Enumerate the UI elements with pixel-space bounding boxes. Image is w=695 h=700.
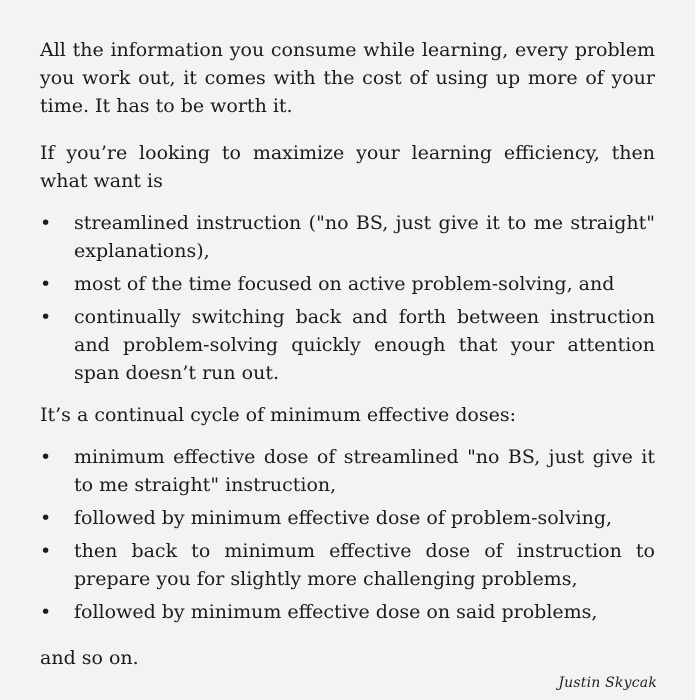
bullet-icon: • — [40, 212, 52, 234]
cycle-paragraph: It’s a continual cycle of minimum effective doses: — [40, 404, 516, 426]
list-item-text: followed by minimum effective dose on said problems, — [74, 601, 598, 623]
list-item — [40, 443, 655, 499]
bullet-icon: • — [40, 540, 52, 562]
intro-paragraph: All the information you consume while learning, every problem you work out, it comes with the cost of using up more of your time. It has to be worth it. — [40, 39, 655, 117]
list-item-text: followed by minimum effective dose of problem-solving, — [74, 507, 613, 529]
list-item-text: streamlined instruction ("no BS, just give it to me straight" explanations), — [74, 212, 655, 262]
list-item — [40, 303, 655, 387]
bullet-icon: • — [40, 446, 52, 468]
list-item — [40, 209, 655, 265]
list-item-text: minimum effective dose of streamlined "no BS, just give it to me straight" instruction, — [74, 446, 655, 496]
requirements-list — [40, 209, 655, 387]
bullet-icon: • — [40, 273, 52, 295]
bullet-icon: • — [40, 507, 52, 529]
closing-paragraph: and so on. — [40, 647, 139, 669]
list-item — [40, 537, 655, 593]
bullet-icon: • — [40, 601, 52, 623]
list-item-text: continually switching back and forth between instruction and problem-solving quickly enough that your attention span doesn’t run out. — [74, 306, 655, 384]
list-item — [40, 270, 655, 298]
document-body — [40, 36, 655, 672]
bullet-icon: • — [40, 306, 52, 328]
cycle-list — [40, 443, 655, 626]
list-item-text: then back to minimum effective dose of instruction to prepare you for slightly more challenging problems, — [74, 540, 655, 590]
efficiency-paragraph: If you’re looking to maximize your learning efficiency, then what want is — [40, 142, 655, 192]
list-item — [40, 504, 655, 532]
list-item — [40, 598, 655, 626]
author-signature: Justin Skycak — [558, 675, 657, 691]
list-item-text: most of the time focused on active problem-solving, and — [74, 273, 615, 295]
